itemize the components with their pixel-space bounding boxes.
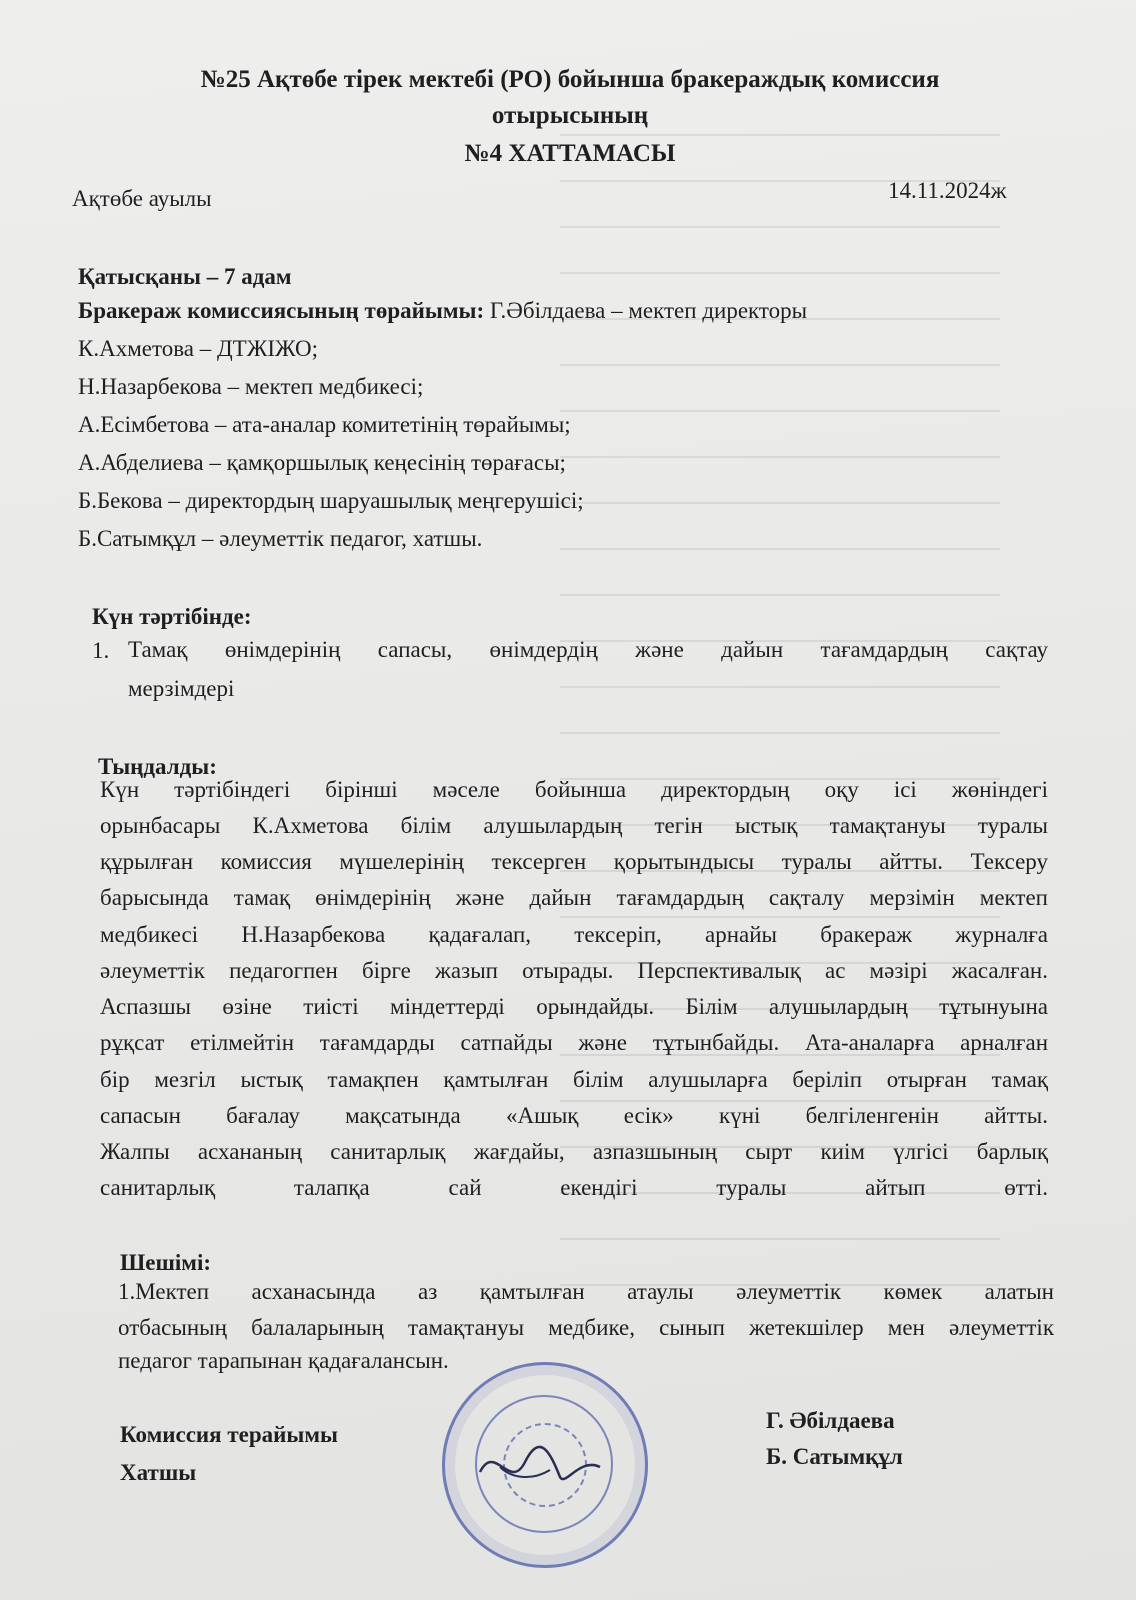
document-title-line2: отырысының (491, 102, 649, 129)
member-item: А.Есімбетова – ата-аналар комитетінің төрайымы; (78, 412, 571, 437)
secretary-role: Хатшы (120, 1460, 197, 1485)
member-item: Н.Назарбекова – мектеп медбикесі; (78, 374, 424, 399)
heard-paragraph-line: санитарлық талапқа сай екендігі туралы айтып өтті. (100, 1175, 1048, 1200)
heard-paragraph-line: Жалпы асхананың санитарлық жағдайы, азпазшының сырт киім үлгісі барлық (100, 1139, 1048, 1164)
place: Ақтөбе ауылы (72, 186, 212, 211)
member-item: Б.Бекова – директордың шаруашылық меңгерушісі; (78, 488, 584, 513)
heard-paragraph-line: Аспазшы өзіне тиісті міндеттерді орындайды. Білім алушылардың тұтынуына (100, 994, 1048, 1019)
heard-paragraph-line: Күн тәртібіндегі бірінші мәселе бойынша директордың оқу ісі жөніндегі (100, 777, 1048, 802)
secretary-name: Б. Сатымқұл (766, 1444, 903, 1469)
heard-paragraph-line: әлеуметтік педагогпен бірге жазып отырады. Перспективалық ас мәзірі жасалған. (100, 958, 1048, 983)
heard-paragraph-line: орынбасары К.Ахметова білім алушылардың тегін ыстық тамақтануы туралы (100, 813, 1048, 838)
agenda-heading: Күн тәртібінде: (92, 604, 252, 629)
decision-line: отбасының балаларының тамақтануы медбике, сынып жетекшілер мен әлеуметтік (118, 1315, 1054, 1340)
member-item: А.Абделиева – қамқоршылық кеңесінің төрағасы; (78, 450, 566, 475)
chair-value: Г.Әбілдаева – мектеп директоры (484, 298, 808, 323)
document-title-line3: №4 ХАТТАМАСЫ (464, 140, 676, 167)
agenda-number: 1. (92, 638, 110, 663)
heard-paragraph-line: сапасын бағалау мақсатында «Ашық есік» күні белгіленгенін айтты. (100, 1103, 1048, 1128)
heard-paragraph-line: құрылған комиссия мүшелерінің тексерген қорытындысы туралы айтты. Тексеру (100, 849, 1048, 874)
member-item: К.Ахметова – ДТЖІЖО; (78, 336, 319, 361)
attendance-count: Қатысқаны – 7 адам (78, 264, 292, 289)
chair-role: Комиссия терайымы (120, 1422, 339, 1447)
agenda-item: Тамақ өнімдерінің сапасы, өнімдердің және дайын тағамдардың сақтау (128, 637, 1048, 662)
heard-paragraph-line: медбикесі Н.Назарбекова қадағалап, тексеріп, арнайы бракераж журналға (100, 922, 1048, 947)
date: 14.11.2024ж (888, 178, 1007, 203)
decision-line: педагог тарапынан қадағалансын. (118, 1348, 449, 1373)
heard-paragraph-line: бір мезгіл ыстық тамақпен қамтылған білім алушыларға беріліп отырған тамақ (100, 1067, 1048, 1092)
chair-line (78, 296, 807, 326)
agenda-item-cont: мерзімдері (128, 676, 235, 701)
heard-heading: Тыңдалды: (98, 754, 217, 779)
heard-paragraph-line: барысында тамақ өнімдерінің және дайын тағамдардың сақталу мерзімін мектеп (100, 885, 1048, 910)
decision-heading: Шешімі: (120, 1250, 211, 1275)
chair-name: Г. Әбілдаева (766, 1408, 895, 1433)
chair-label: Бракераж комиссиясының төрайымы: (78, 298, 485, 323)
member-item: Б.Сатымқұл – әлеуметтік педагог, хатшы. (78, 526, 483, 551)
decision-line: 1.Мектеп асханасында аз қамтылған атаулы әлеуметтік көмек алатын (118, 1279, 1054, 1304)
document-title-line1: №25 Ақтөбе тірек мектебі (РО) бойынша бракераждық комиссия (200, 66, 940, 93)
handwritten-signature (470, 1432, 610, 1502)
heard-paragraph-line: рұқсат етілмейтін тағамдарды сатпайды және тұтынбайды. Ата-аналарға арналған (100, 1030, 1048, 1055)
